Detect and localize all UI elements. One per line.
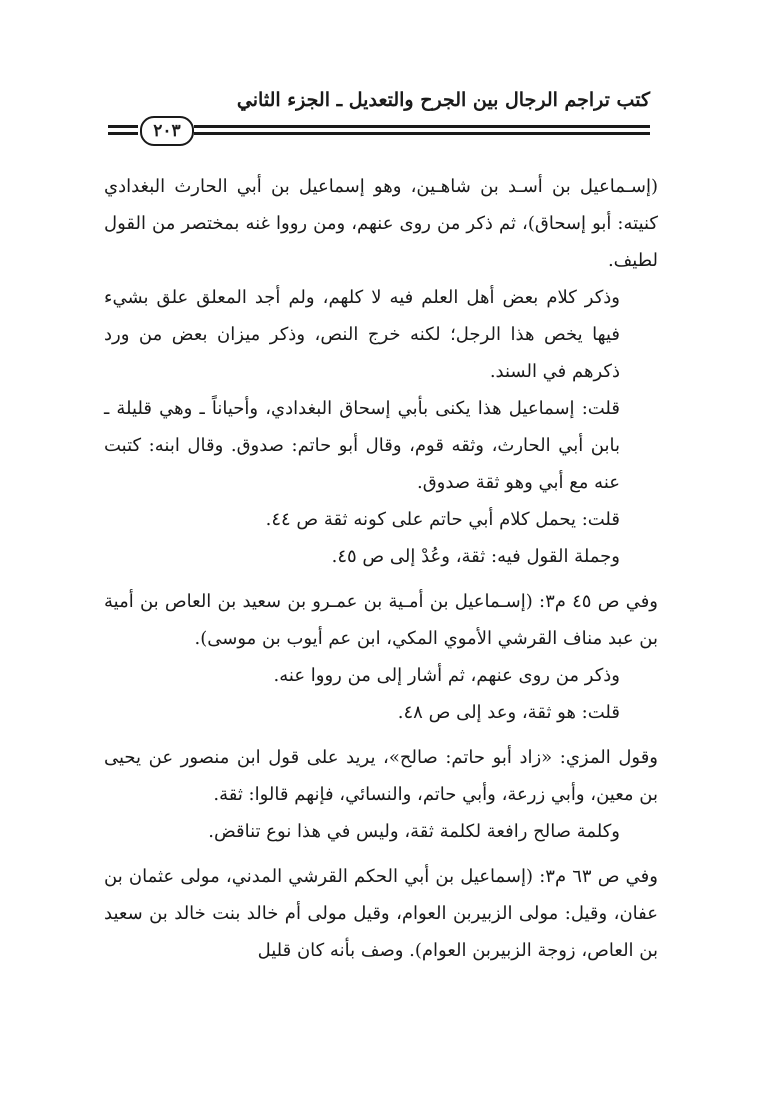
header-rule-dash-bottom [108,132,138,135]
paragraph: قلت: يحمل كلام أبي حاتم على كونه ثقة ص ٤٤. [265,509,620,530]
header-rule-line-bottom [194,132,650,135]
header-rule-line-top [194,125,650,128]
running-header-title: كتب تراجم الرجال بين الجرح والتعديل ـ الجزء الثاني [236,89,650,111]
body-text [104,168,658,969]
paragraph: وجملة القول فيه: ثقة، وعُدْ إلى ص ٤٥. [331,546,620,567]
paragraph: وفي ص ٤٥ م٣: (إسـماعيل بن أمـية بن عمـرو بن سعيد بن العاص بن أمية بن عبد مناف القرشي الأموي المكي، ابن عم أيوب بن موسى). [104,591,658,649]
paragraph: وكلمة صالح رافعة لكلمة ثقة، وليس في هذا نوع تناقض. [208,821,620,842]
paragraph: وذكر من روى عنهم، ثم أشار إلى من رووا عنه. [273,665,620,686]
paragraph: وذكر كلام بعض أهل العلم فيه لا كلهم، ولم أجد المعلق علق بشيء فيها يخص هذا الرجل؛ لكنه خرج النص، وذكر ميزان بعض من ورد ذكرهم في السند. [104,287,620,382]
paragraph: قلت: هو ثقة، وعد إلى ص ٤٨. [397,702,620,723]
header-rule [108,120,650,142]
paragraph: قلت: إسماعيل هذا يكنى بأبي إسحاق البغدادي، وأحياناً ـ وهي قليلة ـ بابن أبي الحارث، وثقه قوم، وقال أبو حاتم: صدوق. وقال ابنه: كتبت عنه مع أبي وهو ثقة صدوق. [104,398,620,493]
paragraph: (إسـماعيل بن أسـد بن شاهـين، وهو إسماعيل بن أبي الحارث البغدادي كنيته: أبو إسحاق)، ثم ذكر من روى عنهم، ومن رووا غنه بمختصر من القول لطيف. [104,176,658,271]
page-number: ٢٠٣ [140,116,194,146]
paragraph: وقول المزي: «زاد أبو حاتم: صالح»، يريد على قول ابن منصور عن يحيى بن معين، وأبي زرعة، وأبي حاتم، والنسائي، فإنهم قالوا: ثقة. [104,747,658,805]
header-rule-dash-top [108,125,138,128]
paragraph: وفي ص ٦٣ م٣: (إسماعيل بن أبي الحكم القرشي المدني، مولى عثمان بن عفان، وقيل: مولى الزبيربن العوام، وقيل مولى أم خالد بنت خالد بن سعيد بن العاص، زوجة الزبيربن العوام). وصف بأنه كان قليل [104,866,658,961]
